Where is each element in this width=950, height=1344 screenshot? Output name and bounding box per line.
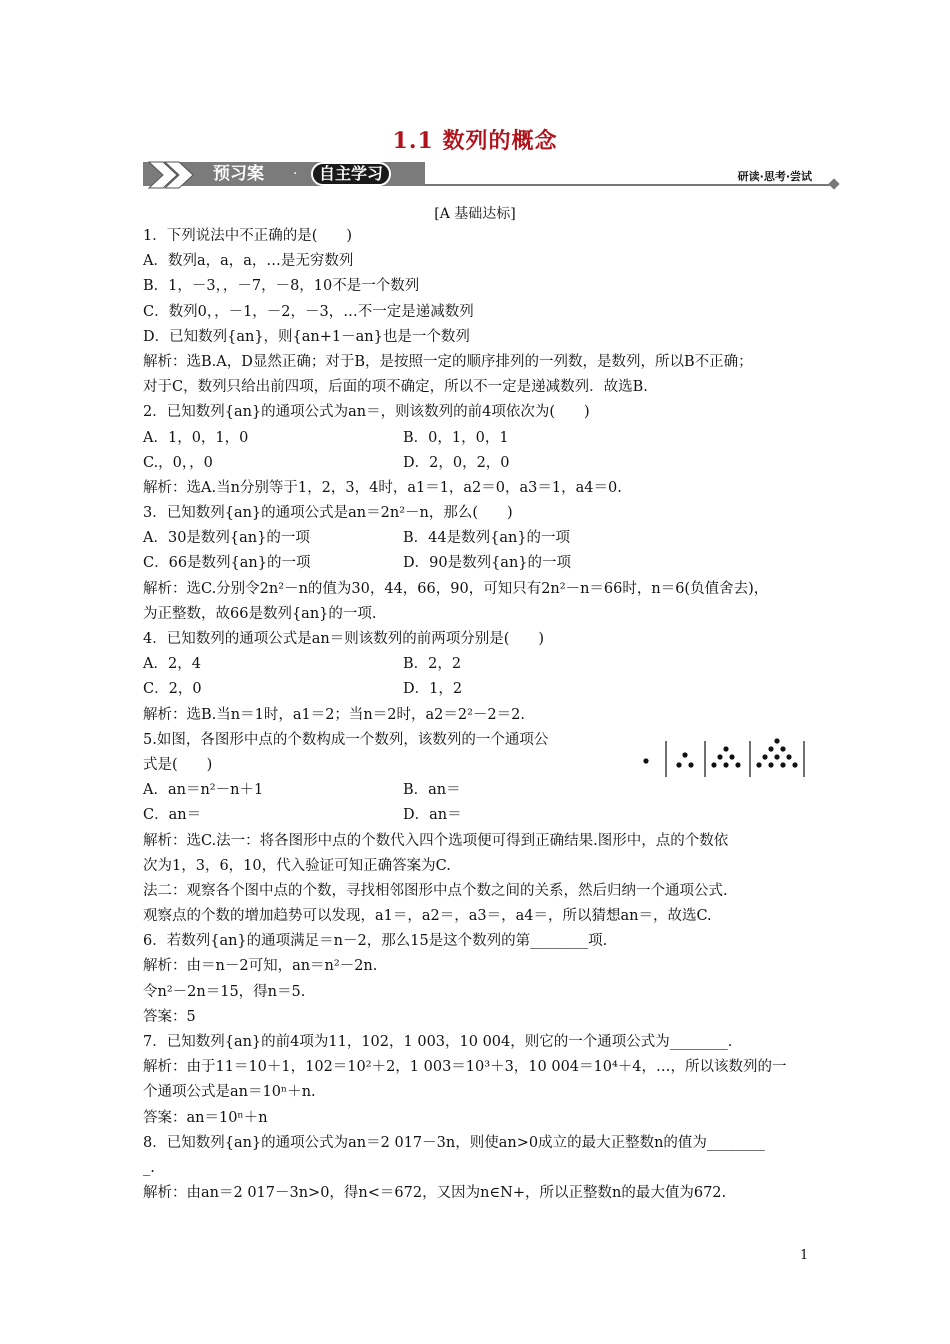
text-line: 解析：选A.当n分别等于1，2，3，4时，a1＝1，a2＝0，a3＝1，a4＝0. [143,479,622,496]
text-line: 解析：由＝n－2可知，an＝n²－2n. [143,958,378,975]
text-line: C．数列0，，－1，－2，－3，…不一定是递减数列 [143,303,474,320]
text-line: 令n²－2n＝15，得n＝5. [143,983,306,1000]
text-line: 6．若数列{an}的通项满足＝n－2，那么15是这个数列的第________项. [143,933,608,950]
text-line: 观察点的个数的增加趋势可以发现，a1＝，a2＝，a3＝，a4＝，所以猜想an＝，故选C. [143,908,712,925]
option-d: D．1，2 [403,681,463,698]
text-line: 式是( ) [143,756,213,773]
text-line: 答案：an＝10ⁿ＋n [143,1109,268,1126]
dot-pattern-figure [640,735,810,781]
banner-badge: 自主学习 [311,162,391,186]
option-b: B．0，1，0，1 [403,429,509,446]
text-line: _. [143,1159,155,1176]
option-row [143,778,813,803]
option-b: B．an＝ [403,782,461,799]
section-banner [143,160,840,190]
option-row [143,426,813,451]
text-line: 解析：由an＝2 017－3n>0，得n<＝672，又因为n∈N+，所以正整数n的最大值为672. [143,1185,727,1202]
text-line: 解析：由于11＝10＋1，102＝10²＋2，1 003＝10³＋3，10 004＝10⁴＋4，…，所以该数列的一 [143,1059,787,1076]
option-row [143,677,813,702]
document-body [143,224,813,1206]
option-a: A．1，0，1，0 [143,429,249,446]
option-d: D．2，0，2，0 [403,454,510,471]
option-row [143,551,813,576]
text-line: 解析：选C.法一：将各图形中点的个数代入四个选项便可得到正确结果.图形中，点的个数依 [143,832,729,849]
option-c: C．2，0 [143,681,202,698]
banner-left-label: 预习案 [213,164,264,184]
text-line: 个通项公式是an＝10ⁿ＋n. [143,1084,316,1101]
text-line: 解析：选B.当n＝1时，a1＝2；当n＝2时，a2＝2²－2＝2. [143,706,525,723]
text-line: 次为1，3，6，10，代入验证可知正确答案为C. [143,857,451,874]
page-title: 1.1 数列的概念 [392,128,558,154]
text-line: 7．已知数列{an}的前4项为11，102，1 003，10 004，则它的一个通项公式为________. [143,1034,733,1050]
option-row [143,451,813,476]
text-line: A．数列a，a，a，…是无穷数列 [143,253,354,270]
option-c: C．an＝ [143,807,202,824]
text-line: 2．已知数列{an}的通项公式为an＝，则该数列的前4项依次为( ) [143,404,590,421]
text-line: 3．已知数列{an}的通项公式是an＝2n²－n，那么( ) [143,505,513,522]
text-line: 法二：观察各个图中点的个数，寻找相邻图形中点个数之间的关系，然后归纳一个通项公式. [143,882,728,899]
option-c: C.，0，，0 [143,454,213,471]
option-a: A．an＝n²－n＋1 [143,782,264,799]
text-line: 8．已知数列{an}的通项公式为an＝2 017－3n，则使an>0成立的最大正整数n的值为________ [143,1134,765,1151]
banner-dot: · [293,166,298,182]
text-line: B．1，－3，，－7，－8，10不是一个数列 [143,278,420,295]
option-row [143,652,813,677]
option-row [143,803,813,828]
page-number: 1 [800,1248,809,1263]
text-line: 解析：选B.A，D显然正确；对于B，是按照一定的顺序排列的一列数，是数列，所以B不正确； [143,353,753,370]
text-line: 对于C，数列只给出前四项，后面的项不确定，所以不一定是递减数列．故选B. [143,379,648,396]
option-d: D．an＝ [403,807,462,824]
option-b: B．44是数列{an}的一项 [403,530,571,547]
text-line: 解析：选C.分别令2n²－n的值为30，44，66，90，可知只有2n²－n＝66时，n＝6(负值舍去)， [143,580,769,597]
diamond-icon [828,178,839,189]
section-label: [A 基础达标] [434,206,516,222]
banner-right-label: 研读·思考·尝试 [737,170,812,183]
option-b: B．2，2 [403,656,462,673]
text-line: 1．下列说法中不正确的是( ) [143,228,353,244]
text-line: 答案：5 [143,1008,196,1025]
banner-rule [413,184,830,186]
option-a: A．30是数列{an}的一项 [143,530,310,547]
option-d: D．90是数列{an}的一项 [403,555,572,572]
option-row [143,526,813,551]
text-line: 为正整数，故66是数列{an}的一项. [143,605,377,622]
text-line: 5.如图，各图形中点的个数构成一个数列，该数列的一个通项公 [143,731,549,748]
double-chevron-icon [147,160,207,190]
option-a: A．2，4 [143,656,201,673]
text-line: 4．已知数列的通项公式是an＝则该数列的前两项分别是( ) [143,631,545,647]
text-line: D．已知数列{an}，则{an+1－an}也是一个数列 [143,328,470,345]
option-c: C．66是数列{an}的一项 [143,555,311,572]
